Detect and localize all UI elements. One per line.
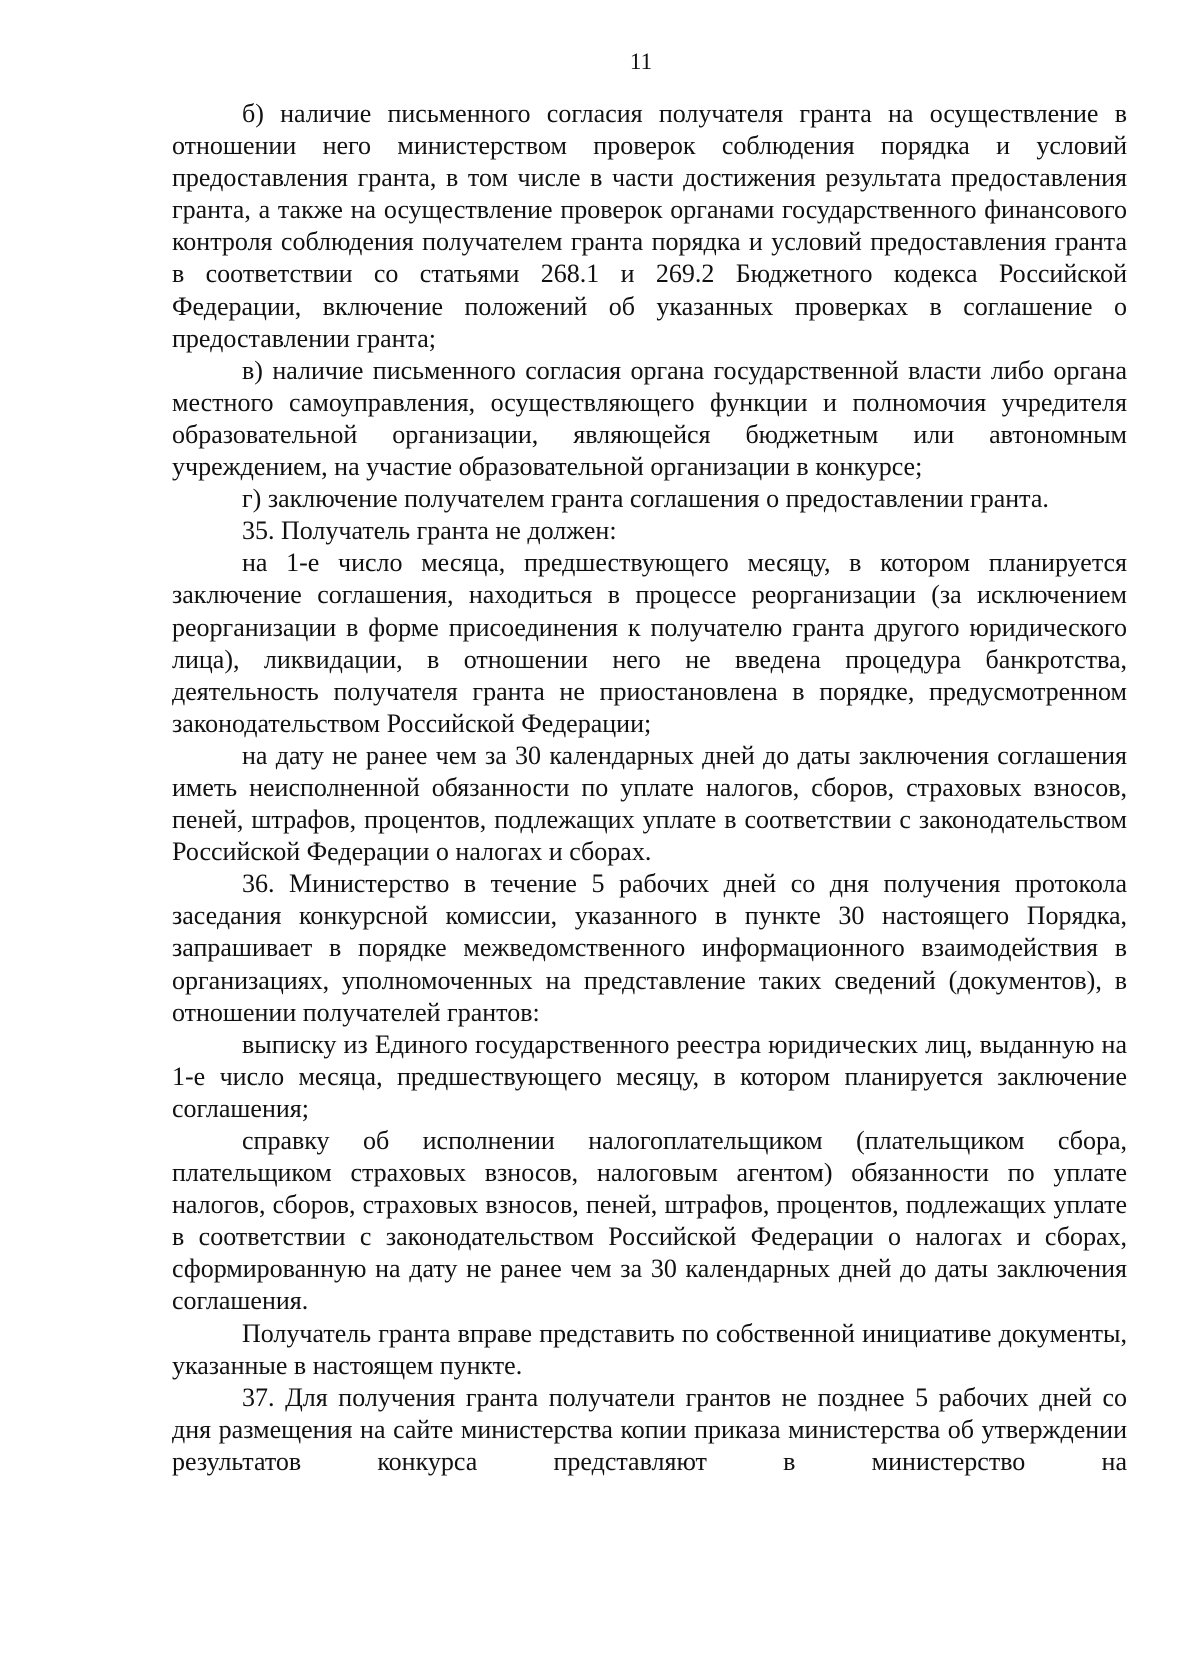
paragraph-clause-35: 35. Получатель гранта не должен: [242,516,617,546]
page-number: 11 [629,49,653,74]
paragraph-clause-37: 37. Для получения гранта получатели грантов не позднее 5 рабочих дней со дня размещения на сайте министерства копии приказа министерства об утверждении результатов конкурса представляют в министерство на [172,1382,1127,1476]
document-body [172,98,1127,1478]
paragraph-item-v: в) наличие письменного согласия органа государственной власти либо органа местного самоуправления, осуществляющего функции и полномочия учредителя образовательной организации, являющейся бюджетным или автономным учреждением, на участие образовательной организации в конкурсе; [172,355,1127,482]
paragraph-clause-36-extract: выписку из Единого государственного реестра юридических лиц, выданную на 1-е число месяца, предшествующего месяцу, в котором планируется заключение соглашения; [172,1029,1127,1123]
paragraph-item-g: г) заключение получателем гранта соглашения о предоставлении гранта. [242,484,1049,514]
paragraph-clause-36-initiative: Получатель гранта вправе представить по собственной инициативе документы, указанные в настоящем пункте. [172,1318,1127,1380]
paragraph-clause-36: 36. Министерство в течение 5 рабочих дней со дня получения протокола заседания конкурсной комиссии, указанного в пункте 30 настоящего Порядка, запрашивает в порядке межведомственного информационного взаимодействия в организациях, уполномоченных на представление таких сведений (документов), в отношении получателей грантов: [172,869,1127,1027]
paragraph-clause-35-taxes: на дату не ранее чем за 30 календарных дней до даты заключения соглашения иметь неисполненной обязанности по уплате налогов, сборов, страховых взносов, пеней, штрафов, процентов, подлежащих уплате в соответствии с законодательством Российской Федерации о налогах и сборах. [172,740,1127,867]
paragraph-item-b: б) наличие письменного согласия получателя гранта на осуществление в отношении него министерством проверок соблюдения порядка и условий предоставления гранта, в том числе в части достижения результата предоставления гранта, а также на осуществление проверок органами государственного финансового контроля соблюдения получателем гранта порядка и условий предоставления гранта в соответствии со статьями 268.1 и 269.2 Бюджетного кодекса Российской Федерации, включение положений об указанных проверках в соглашение о предоставлении гранта; [172,99,1127,353]
paragraph-clause-35-reorganization: на 1-е число месяца, предшествующего месяцу, в котором планируется заключение соглашения, находиться в процессе реорганизации (за исключением реорганизации в форме присоединения к получателю гранта другого юридического лица), ликвидации, в отношении него не введена процедура банкротства, деятельность получателя гранта не приостановлена в порядке, предусмотренном законодательством Российской Федерации; [172,548,1127,738]
paragraph-clause-36-certificate: справку об исполнении налогоплательщиком (плательщиком сбора, плательщиком страховых взносов, налоговым агентом) обязанности по уплате налогов, сборов, страховых взносов, пеней, штрафов, процентов, подлежащих уплате в соответствии с законодательством Российской Федерации о налогах и сборах, сформированную на дату не ранее чем за 30 календарных дней до даты заключения соглашения. [172,1126,1127,1316]
